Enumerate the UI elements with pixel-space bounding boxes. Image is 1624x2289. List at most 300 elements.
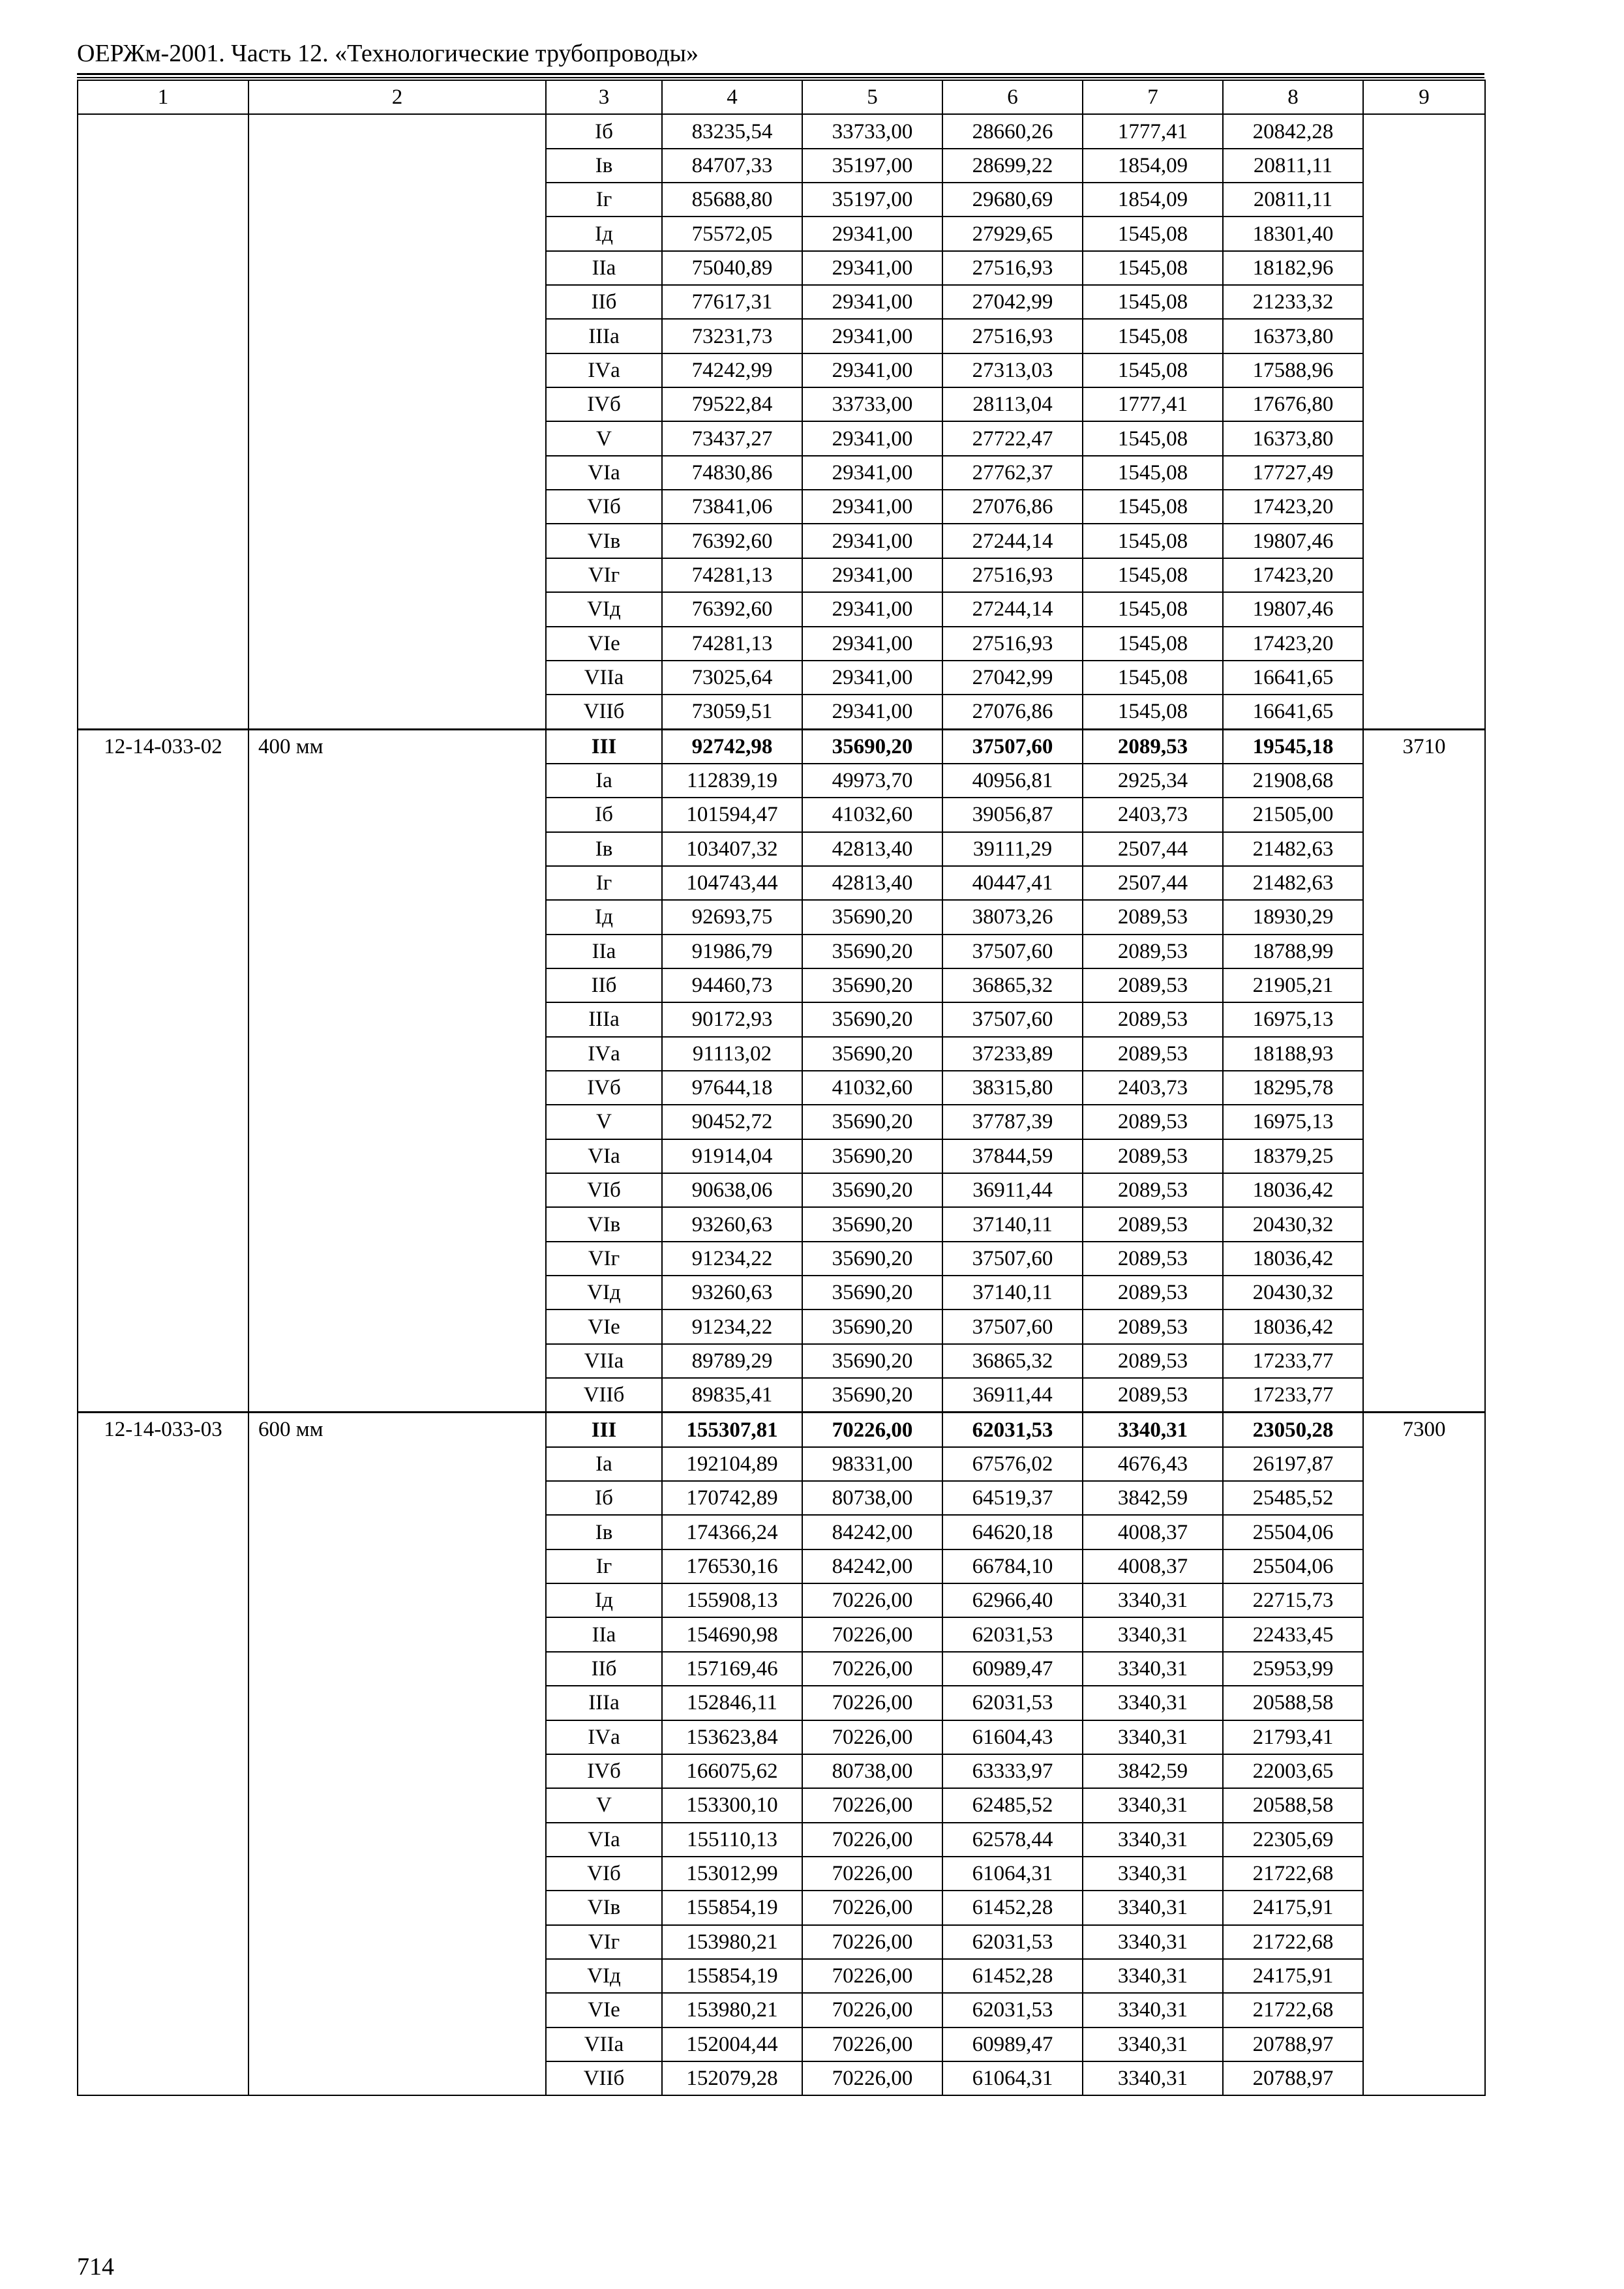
wages-cell: 35690,20	[802, 729, 942, 764]
zone-cell: V	[546, 1788, 662, 1822]
column-number: 5	[802, 80, 942, 114]
machines-cell: 64519,37	[942, 1481, 1083, 1515]
zone-cell: Iд	[546, 217, 662, 250]
pipe-size-cell	[248, 114, 546, 729]
machines-cell: 28660,26	[942, 114, 1083, 148]
total-cost-cell: 153980,21	[662, 1925, 802, 1959]
total-cost-cell: 92742,98	[662, 729, 802, 764]
wages-cell: 35690,20	[802, 1105, 942, 1139]
total-cost-cell: 84707,33	[662, 149, 802, 183]
operator-wages-cell: 2089,53	[1083, 968, 1223, 1002]
materials-cell: 17423,20	[1223, 490, 1363, 524]
machines-cell: 37140,11	[942, 1276, 1083, 1309]
total-cost-cell: 192104,89	[662, 1447, 802, 1481]
machines-cell: 62031,53	[942, 1686, 1083, 1720]
wages-cell: 35690,20	[802, 1242, 942, 1276]
wages-cell: 35690,20	[802, 1207, 942, 1241]
operator-wages-cell: 2089,53	[1083, 1242, 1223, 1276]
materials-cell: 20588,58	[1223, 1686, 1363, 1720]
zone-cell: Iа	[546, 764, 662, 798]
zone-cell: Iг	[546, 866, 662, 900]
zone-cell: IIб	[546, 1652, 662, 1686]
wages-cell: 29341,00	[802, 251, 942, 285]
operator-wages-cell: 2089,53	[1083, 1344, 1223, 1378]
zone-cell: III	[546, 729, 662, 764]
materials-cell: 17423,20	[1223, 558, 1363, 592]
zone-cell: IIа	[546, 251, 662, 285]
total-cost-cell: 112839,19	[662, 764, 802, 798]
zone-cell: IIб	[546, 968, 662, 1002]
total-cost-cell: 152004,44	[662, 2027, 802, 2061]
materials-cell: 18930,29	[1223, 900, 1363, 934]
machines-cell: 27762,37	[942, 456, 1083, 490]
wages-cell: 70226,00	[802, 1891, 942, 1924]
machines-cell: 27244,14	[942, 524, 1083, 558]
machines-cell: 37140,11	[942, 1207, 1083, 1241]
total-cost-cell: 92693,75	[662, 900, 802, 934]
operator-wages-cell: 3340,31	[1083, 1720, 1223, 1754]
zone-cell: Iв	[546, 1515, 662, 1549]
operator-wages-cell: 3340,31	[1083, 1413, 1223, 1447]
operator-wages-cell: 2403,73	[1083, 1071, 1223, 1105]
materials-cell: 16975,13	[1223, 1105, 1363, 1139]
zone-cell: VIIб	[546, 1378, 662, 1413]
header-rule-secondary	[77, 77, 1484, 78]
column-number: 8	[1223, 80, 1363, 114]
wages-cell: 41032,60	[802, 798, 942, 831]
total-cost-cell: 91234,22	[662, 1309, 802, 1343]
page-header-title: ОЕРЖм-2001. Часть 12. «Технологические трубопроводы»	[77, 40, 699, 67]
column-number: 9	[1363, 80, 1485, 114]
labor-hours-cell	[1363, 114, 1485, 729]
materials-cell: 21722,68	[1223, 1925, 1363, 1959]
zone-cell: VIг	[546, 558, 662, 592]
operator-wages-cell: 3842,59	[1083, 1754, 1223, 1788]
materials-cell: 16373,80	[1223, 319, 1363, 353]
wages-cell: 35690,20	[802, 1139, 942, 1173]
machines-cell: 39111,29	[942, 832, 1083, 866]
machines-cell: 27076,86	[942, 695, 1083, 729]
operator-wages-cell: 1545,08	[1083, 421, 1223, 455]
total-cost-cell: 153980,21	[662, 1993, 802, 2027]
materials-cell: 18788,99	[1223, 935, 1363, 968]
pipe-size-cell: 400 мм	[248, 729, 546, 1413]
materials-cell: 20430,32	[1223, 1207, 1363, 1241]
materials-cell: 17676,80	[1223, 387, 1363, 421]
materials-cell: 22305,69	[1223, 1823, 1363, 1857]
wages-cell: 98331,00	[802, 1447, 942, 1481]
machines-cell: 62031,53	[942, 1993, 1083, 2027]
machines-cell: 27516,93	[942, 558, 1083, 592]
total-cost-cell: 91914,04	[662, 1139, 802, 1173]
zone-cell: Iв	[546, 832, 662, 866]
wages-cell: 29341,00	[802, 353, 942, 387]
wages-cell: 70226,00	[802, 1617, 942, 1651]
materials-cell: 20811,11	[1223, 149, 1363, 183]
total-cost-cell: 166075,62	[662, 1754, 802, 1788]
zone-cell: VIг	[546, 1242, 662, 1276]
machines-cell: 37787,39	[942, 1105, 1083, 1139]
zone-cell: IIб	[546, 285, 662, 319]
zone-cell: IIIа	[546, 319, 662, 353]
total-cost-cell: 153012,99	[662, 1857, 802, 1891]
zone-cell: IIIа	[546, 1686, 662, 1720]
operator-wages-cell: 2089,53	[1083, 1105, 1223, 1139]
operator-wages-cell: 3340,31	[1083, 2027, 1223, 2061]
machines-cell: 62031,53	[942, 1617, 1083, 1651]
materials-cell: 22003,65	[1223, 1754, 1363, 1788]
zone-cell: Iб	[546, 798, 662, 831]
machines-cell: 39056,87	[942, 798, 1083, 831]
materials-cell: 18182,96	[1223, 251, 1363, 285]
zone-cell: IIа	[546, 935, 662, 968]
zone-cell: VIв	[546, 1891, 662, 1924]
zone-cell: IVа	[546, 353, 662, 387]
total-cost-cell: 104743,44	[662, 866, 802, 900]
materials-cell: 22715,73	[1223, 1583, 1363, 1617]
zone-cell: VIа	[546, 456, 662, 490]
operator-wages-cell: 1545,08	[1083, 353, 1223, 387]
wages-cell: 41032,60	[802, 1071, 942, 1105]
total-cost-cell: 94460,73	[662, 968, 802, 1002]
zone-cell: IVа	[546, 1037, 662, 1071]
operator-wages-cell: 1545,08	[1083, 627, 1223, 661]
zone-cell: Iд	[546, 1583, 662, 1617]
machines-cell: 36865,32	[942, 1344, 1083, 1378]
operator-wages-cell: 3340,31	[1083, 2061, 1223, 2095]
page-number: 714	[77, 2253, 114, 2281]
operator-wages-cell: 3340,31	[1083, 1686, 1223, 1720]
materials-cell: 16975,13	[1223, 1002, 1363, 1036]
operator-wages-cell: 3842,59	[1083, 1481, 1223, 1515]
materials-cell: 18379,25	[1223, 1139, 1363, 1173]
operator-wages-cell: 3340,31	[1083, 1959, 1223, 1993]
total-cost-cell: 83235,54	[662, 114, 802, 148]
zone-cell: IVб	[546, 1071, 662, 1105]
operator-wages-cell: 4008,37	[1083, 1515, 1223, 1549]
materials-cell: 19807,46	[1223, 592, 1363, 626]
machines-cell: 38315,80	[942, 1071, 1083, 1105]
wages-cell: 70226,00	[802, 1652, 942, 1686]
total-cost-cell: 155110,13	[662, 1823, 802, 1857]
materials-cell: 17588,96	[1223, 353, 1363, 387]
machines-cell: 37507,60	[942, 729, 1083, 764]
price-table	[77, 80, 1486, 2096]
total-cost-cell: 153300,10	[662, 1788, 802, 1822]
wages-cell: 70226,00	[802, 1413, 942, 1447]
total-cost-cell: 77617,31	[662, 285, 802, 319]
column-number: 2	[248, 80, 546, 114]
operator-wages-cell: 3340,31	[1083, 1788, 1223, 1822]
wages-cell: 35690,20	[802, 1002, 942, 1036]
labor-hours-cell: 7300	[1363, 1413, 1485, 2095]
materials-cell: 25504,06	[1223, 1515, 1363, 1549]
table-row	[78, 729, 1485, 764]
total-cost-cell: 152846,11	[662, 1686, 802, 1720]
materials-cell: 21905,21	[1223, 968, 1363, 1002]
machines-cell: 62485,52	[942, 1788, 1083, 1822]
wages-cell: 70226,00	[802, 1993, 942, 2027]
materials-cell: 25485,52	[1223, 1481, 1363, 1515]
machines-cell: 62031,53	[942, 1413, 1083, 1447]
total-cost-cell: 76392,60	[662, 524, 802, 558]
rate-code-cell	[78, 114, 248, 729]
wages-cell: 35690,20	[802, 1378, 942, 1413]
wages-cell: 70226,00	[802, 2061, 942, 2095]
operator-wages-cell: 2403,73	[1083, 798, 1223, 831]
operator-wages-cell: 1545,08	[1083, 558, 1223, 592]
operator-wages-cell: 1545,08	[1083, 490, 1223, 524]
machines-cell: 60989,47	[942, 1652, 1083, 1686]
wages-cell: 70226,00	[802, 1686, 942, 1720]
total-cost-cell: 75572,05	[662, 217, 802, 250]
operator-wages-cell: 1854,09	[1083, 149, 1223, 183]
wages-cell: 70226,00	[802, 1959, 942, 1993]
machines-cell: 40956,81	[942, 764, 1083, 798]
materials-cell: 20430,32	[1223, 1276, 1363, 1309]
operator-wages-cell: 2089,53	[1083, 1207, 1223, 1241]
operator-wages-cell: 2089,53	[1083, 935, 1223, 968]
total-cost-cell: 91234,22	[662, 1242, 802, 1276]
materials-cell: 21505,00	[1223, 798, 1363, 831]
operator-wages-cell: 3340,31	[1083, 1891, 1223, 1924]
operator-wages-cell: 1545,08	[1083, 695, 1223, 729]
zone-cell: V	[546, 421, 662, 455]
machines-cell: 37233,89	[942, 1037, 1083, 1071]
machines-cell: 28699,22	[942, 149, 1083, 183]
column-number: 3	[546, 80, 662, 114]
operator-wages-cell: 2089,53	[1083, 1139, 1223, 1173]
machines-cell: 27929,65	[942, 217, 1083, 250]
machines-cell: 62578,44	[942, 1823, 1083, 1857]
operator-wages-cell: 2089,53	[1083, 1173, 1223, 1207]
zone-cell: Iа	[546, 1447, 662, 1481]
wages-cell: 35690,20	[802, 1309, 942, 1343]
wages-cell: 70226,00	[802, 2027, 942, 2061]
machines-cell: 60989,47	[942, 2027, 1083, 2061]
materials-cell: 20842,28	[1223, 114, 1363, 148]
operator-wages-cell: 1545,08	[1083, 524, 1223, 558]
materials-cell: 17233,77	[1223, 1378, 1363, 1413]
wages-cell: 29341,00	[802, 661, 942, 695]
total-cost-cell: 174366,24	[662, 1515, 802, 1549]
operator-wages-cell: 1777,41	[1083, 114, 1223, 148]
materials-cell: 20788,97	[1223, 2061, 1363, 2095]
total-cost-cell: 76392,60	[662, 592, 802, 626]
machines-cell: 67576,02	[942, 1447, 1083, 1481]
wages-cell: 29341,00	[802, 524, 942, 558]
zone-cell: VIб	[546, 1173, 662, 1207]
wages-cell: 35197,00	[802, 149, 942, 183]
materials-cell: 22433,45	[1223, 1617, 1363, 1651]
materials-cell: 26197,87	[1223, 1447, 1363, 1481]
total-cost-cell: 101594,47	[662, 798, 802, 831]
machines-cell: 27516,93	[942, 627, 1083, 661]
materials-cell: 19545,18	[1223, 729, 1363, 764]
wages-cell: 29341,00	[802, 217, 942, 250]
wages-cell: 29341,00	[802, 421, 942, 455]
wages-cell: 35690,20	[802, 900, 942, 934]
total-cost-cell: 155307,81	[662, 1413, 802, 1447]
machines-cell: 37507,60	[942, 1309, 1083, 1343]
machines-cell: 61064,31	[942, 2061, 1083, 2095]
materials-cell: 21722,68	[1223, 1857, 1363, 1891]
total-cost-cell: 73841,06	[662, 490, 802, 524]
zone-cell: VIе	[546, 1993, 662, 2027]
zone-cell: VIв	[546, 1207, 662, 1241]
table-body	[78, 80, 1485, 2095]
operator-wages-cell: 3340,31	[1083, 1583, 1223, 1617]
machines-cell: 37507,60	[942, 935, 1083, 968]
total-cost-cell: 91113,02	[662, 1037, 802, 1071]
zone-cell: Iв	[546, 149, 662, 183]
operator-wages-cell: 1777,41	[1083, 387, 1223, 421]
wages-cell: 49973,70	[802, 764, 942, 798]
operator-wages-cell: 1545,08	[1083, 251, 1223, 285]
machines-cell: 61452,28	[942, 1959, 1083, 1993]
machines-cell: 36911,44	[942, 1378, 1083, 1413]
zone-cell: Iб	[546, 114, 662, 148]
zone-cell: VIд	[546, 1276, 662, 1309]
materials-cell: 20788,97	[1223, 2027, 1363, 2061]
materials-cell: 16641,65	[1223, 661, 1363, 695]
operator-wages-cell: 4008,37	[1083, 1549, 1223, 1583]
wages-cell: 35690,20	[802, 968, 942, 1002]
machines-cell: 27076,86	[942, 490, 1083, 524]
materials-cell: 24175,91	[1223, 1959, 1363, 1993]
wages-cell: 84242,00	[802, 1549, 942, 1583]
operator-wages-cell: 3340,31	[1083, 1823, 1223, 1857]
wages-cell: 29341,00	[802, 695, 942, 729]
total-cost-cell: 154690,98	[662, 1617, 802, 1651]
machines-cell: 37844,59	[942, 1139, 1083, 1173]
total-cost-cell: 90452,72	[662, 1105, 802, 1139]
materials-cell: 24175,91	[1223, 1891, 1363, 1924]
materials-cell: 16373,80	[1223, 421, 1363, 455]
pipe-size-cell: 600 мм	[248, 1413, 546, 2095]
zone-cell: IIIа	[546, 1002, 662, 1036]
zone-cell: VIе	[546, 627, 662, 661]
wages-cell: 29341,00	[802, 627, 942, 661]
operator-wages-cell: 2925,34	[1083, 764, 1223, 798]
operator-wages-cell: 1545,08	[1083, 661, 1223, 695]
column-number-row	[78, 80, 1485, 114]
wages-cell: 70226,00	[802, 1925, 942, 1959]
wages-cell: 80738,00	[802, 1481, 942, 1515]
total-cost-cell: 73437,27	[662, 421, 802, 455]
operator-wages-cell: 2507,44	[1083, 832, 1223, 866]
wages-cell: 33733,00	[802, 114, 942, 148]
materials-cell: 18036,42	[1223, 1242, 1363, 1276]
wages-cell: 29341,00	[802, 558, 942, 592]
wages-cell: 35690,20	[802, 935, 942, 968]
machines-cell: 37507,60	[942, 1242, 1083, 1276]
total-cost-cell: 97644,18	[662, 1071, 802, 1105]
machines-cell: 38073,26	[942, 900, 1083, 934]
zone-cell: Iг	[546, 1549, 662, 1583]
operator-wages-cell: 4676,43	[1083, 1447, 1223, 1481]
operator-wages-cell: 2089,53	[1083, 1276, 1223, 1309]
operator-wages-cell: 1545,08	[1083, 592, 1223, 626]
materials-cell: 21908,68	[1223, 764, 1363, 798]
wages-cell: 70226,00	[802, 1823, 942, 1857]
machines-cell: 29680,69	[942, 183, 1083, 217]
total-cost-cell: 79522,84	[662, 387, 802, 421]
operator-wages-cell: 3340,31	[1083, 1925, 1223, 1959]
materials-cell: 16641,65	[1223, 695, 1363, 729]
total-cost-cell: 73059,51	[662, 695, 802, 729]
wages-cell: 29341,00	[802, 319, 942, 353]
wages-cell: 70226,00	[802, 1583, 942, 1617]
zone-cell: VIIб	[546, 2061, 662, 2095]
wages-cell: 33733,00	[802, 387, 942, 421]
operator-wages-cell: 1545,08	[1083, 217, 1223, 250]
labor-hours-cell: 3710	[1363, 729, 1485, 1413]
wages-cell: 42813,40	[802, 832, 942, 866]
total-cost-cell: 74242,99	[662, 353, 802, 387]
machines-cell: 61064,31	[942, 1857, 1083, 1891]
total-cost-cell: 157169,46	[662, 1652, 802, 1686]
zone-cell: VIв	[546, 524, 662, 558]
total-cost-cell: 74830,86	[662, 456, 802, 490]
materials-cell: 17233,77	[1223, 1344, 1363, 1378]
zone-cell: Iд	[546, 900, 662, 934]
machines-cell: 27042,99	[942, 285, 1083, 319]
total-cost-cell: 75040,89	[662, 251, 802, 285]
materials-cell: 17727,49	[1223, 456, 1363, 490]
total-cost-cell: 85688,80	[662, 183, 802, 217]
total-cost-cell: 74281,13	[662, 627, 802, 661]
machines-cell: 63333,97	[942, 1754, 1083, 1788]
zone-cell: VIIб	[546, 695, 662, 729]
total-cost-cell: 89835,41	[662, 1378, 802, 1413]
zone-cell: IVб	[546, 387, 662, 421]
operator-wages-cell: 1854,09	[1083, 183, 1223, 217]
wages-cell: 29341,00	[802, 285, 942, 319]
total-cost-cell: 93260,63	[662, 1276, 802, 1309]
rate-code-cell: 12-14-033-02	[78, 729, 248, 1413]
machines-cell: 40447,41	[942, 866, 1083, 900]
materials-cell: 17423,20	[1223, 627, 1363, 661]
header-rule	[77, 73, 1484, 75]
materials-cell: 18301,40	[1223, 217, 1363, 250]
total-cost-cell: 153623,84	[662, 1720, 802, 1754]
wages-cell: 70226,00	[802, 1788, 942, 1822]
total-cost-cell: 176530,16	[662, 1549, 802, 1583]
zone-cell: IVа	[546, 1720, 662, 1754]
zone-cell: VIд	[546, 1959, 662, 1993]
operator-wages-cell: 2089,53	[1083, 729, 1223, 764]
machines-cell: 37507,60	[942, 1002, 1083, 1036]
zone-cell: VIб	[546, 490, 662, 524]
total-cost-cell: 155854,19	[662, 1959, 802, 1993]
total-cost-cell: 170742,89	[662, 1481, 802, 1515]
machines-cell: 62966,40	[942, 1583, 1083, 1617]
wages-cell: 29341,00	[802, 490, 942, 524]
wages-cell: 35690,20	[802, 1037, 942, 1071]
total-cost-cell: 103407,32	[662, 832, 802, 866]
total-cost-cell: 74281,13	[662, 558, 802, 592]
machines-cell: 64620,18	[942, 1515, 1083, 1549]
zone-cell: V	[546, 1105, 662, 1139]
materials-cell: 21233,32	[1223, 285, 1363, 319]
wages-cell: 70226,00	[802, 1720, 942, 1754]
total-cost-cell: 91986,79	[662, 935, 802, 968]
materials-cell: 23050,28	[1223, 1413, 1363, 1447]
wages-cell: 84242,00	[802, 1515, 942, 1549]
machines-cell: 27313,03	[942, 353, 1083, 387]
machines-cell: 62031,53	[942, 1925, 1083, 1959]
